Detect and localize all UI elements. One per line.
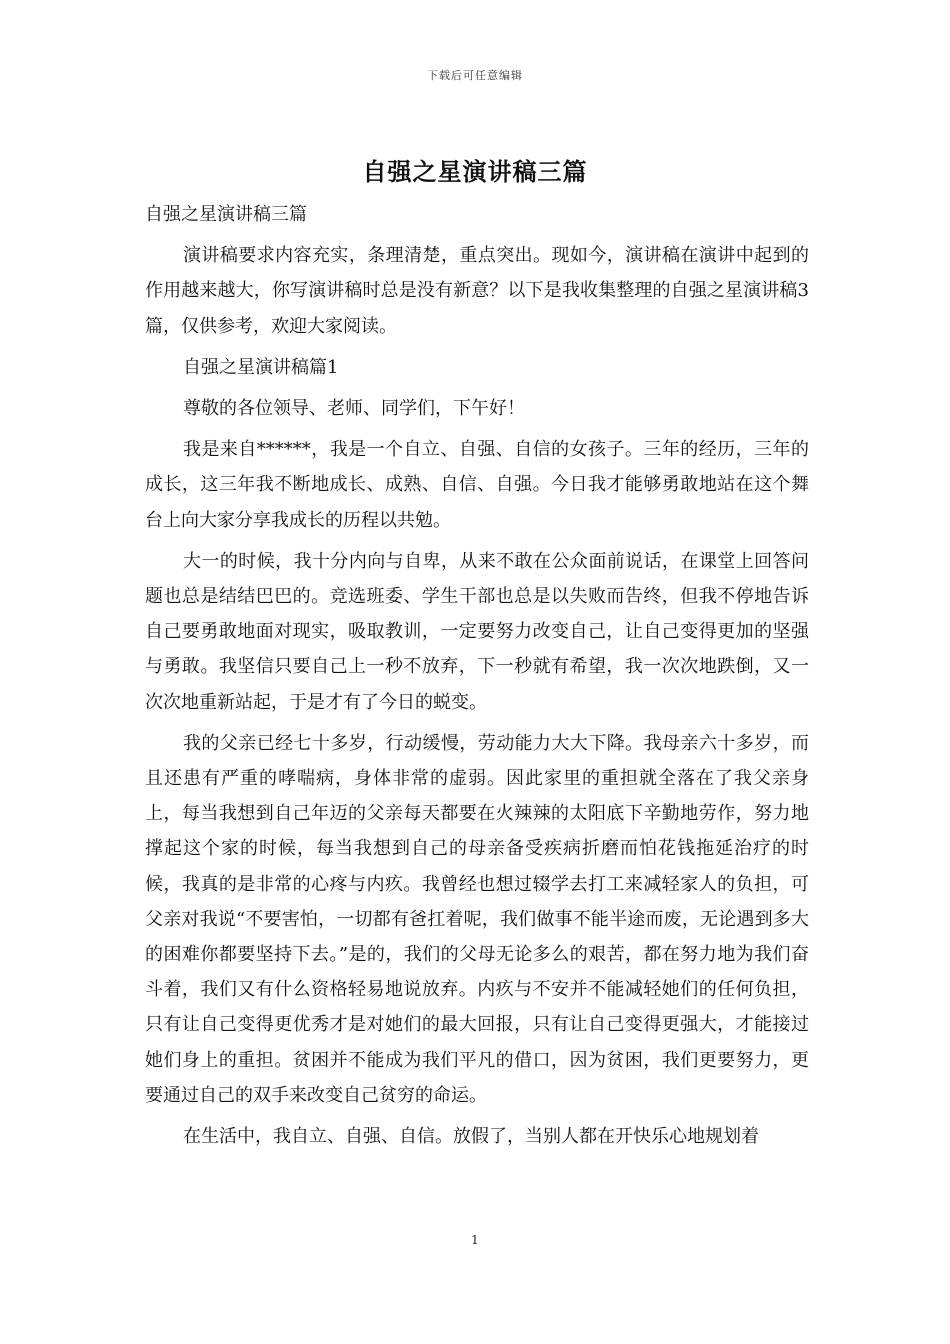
document-body	[145, 197, 809, 1160]
paragraph-freshman-year: 大一的时候，我十分内向与自卑，从来不敢在公众面前说话，在课堂上回答问题也总是结结巴巴的。竞选班委、学生干部也总是以失败而告终，但我不停地告诉自己要勇敢地面对现实，吸取教训，一定要努力改变自己，让自己变得更加的坚强与勇敢。我坚信只要自己上一秒不放弃，下一秒就有希望，我一次次地跌倒，又一次次地重新站起，于是才有了今日的蜕变。	[145, 550, 809, 713]
document-subtitle: 自强之星演讲稿三篇	[145, 204, 307, 225]
document-title: 自强之星演讲稿三篇	[362, 157, 588, 186]
header-note: 下载后可任意编辑	[427, 69, 523, 82]
paragraph-family: 我的父亲已经七十多岁，行动缓慢，劳动能力大大下降。我母亲六十多岁，而且还患有严重的哮喘病，身体非常的虚弱。因此家里的重担就全落在了我父亲身上，每当我想到自己年迈的父亲每天都要在火辣辣的太阳底下辛勤地劳作，努力地撑起这个家的时候，每当我想到自己的母亲备受疾病折磨而怕花钱拖延治疗的时候，我真的是非常的心疼与内疚。我曾经也想过辍学去打工来减轻家人的负担，可父亲对我说“不要害怕，一切都有爸扛着呢，我们做事不能半途而废，无论遇到多大的困难你都要坚持下去。”是的，我们的父母无论多么的艰苦，都在努力地为我们奋斗着，我们又有什么资格轻易地说放弃。内疚与不安并不能减轻她们的任何负担，只有让自己变得更优秀才是对她们的最大回报，只有让自己变得更强大，才能接过她们身上的重担。贫困并不能成为我们平凡的借口，因为贫困，我们更要努力，更要通过自己的双手来改变自己贫穷的命运。	[145, 732, 809, 1106]
page-number: 1	[471, 1233, 479, 1247]
paragraph-greeting: 尊敬的各位领导、老师、同学们，下午好！	[183, 398, 525, 420]
paragraph-intro: 演讲稿要求内容充实，条理清楚，重点突出。现如今，演讲稿在演讲中起到的作用越来越大，你写演讲稿时总是没有新意？以下是我收集整理的自强之星演讲稿3篇，仅供参考，欢迎大家阅读。	[145, 245, 809, 337]
section-heading-speech-1: 自强之星演讲稿篇1	[183, 356, 339, 378]
paragraph-self-intro: 我是来自******，我是一个自立、自强、自信的女孩子。三年的经历，三年的成长，这三年我不断地成长、成熟、自信、自强。今日我才能够勇敢地站在这个舞台上向大家分享我成长的历程以共勉。	[145, 439, 809, 531]
paragraph-daily-life: 在生活中，我自立、自强、自信。放假了，当别人都在开快乐心地规划着	[183, 1126, 759, 1148]
